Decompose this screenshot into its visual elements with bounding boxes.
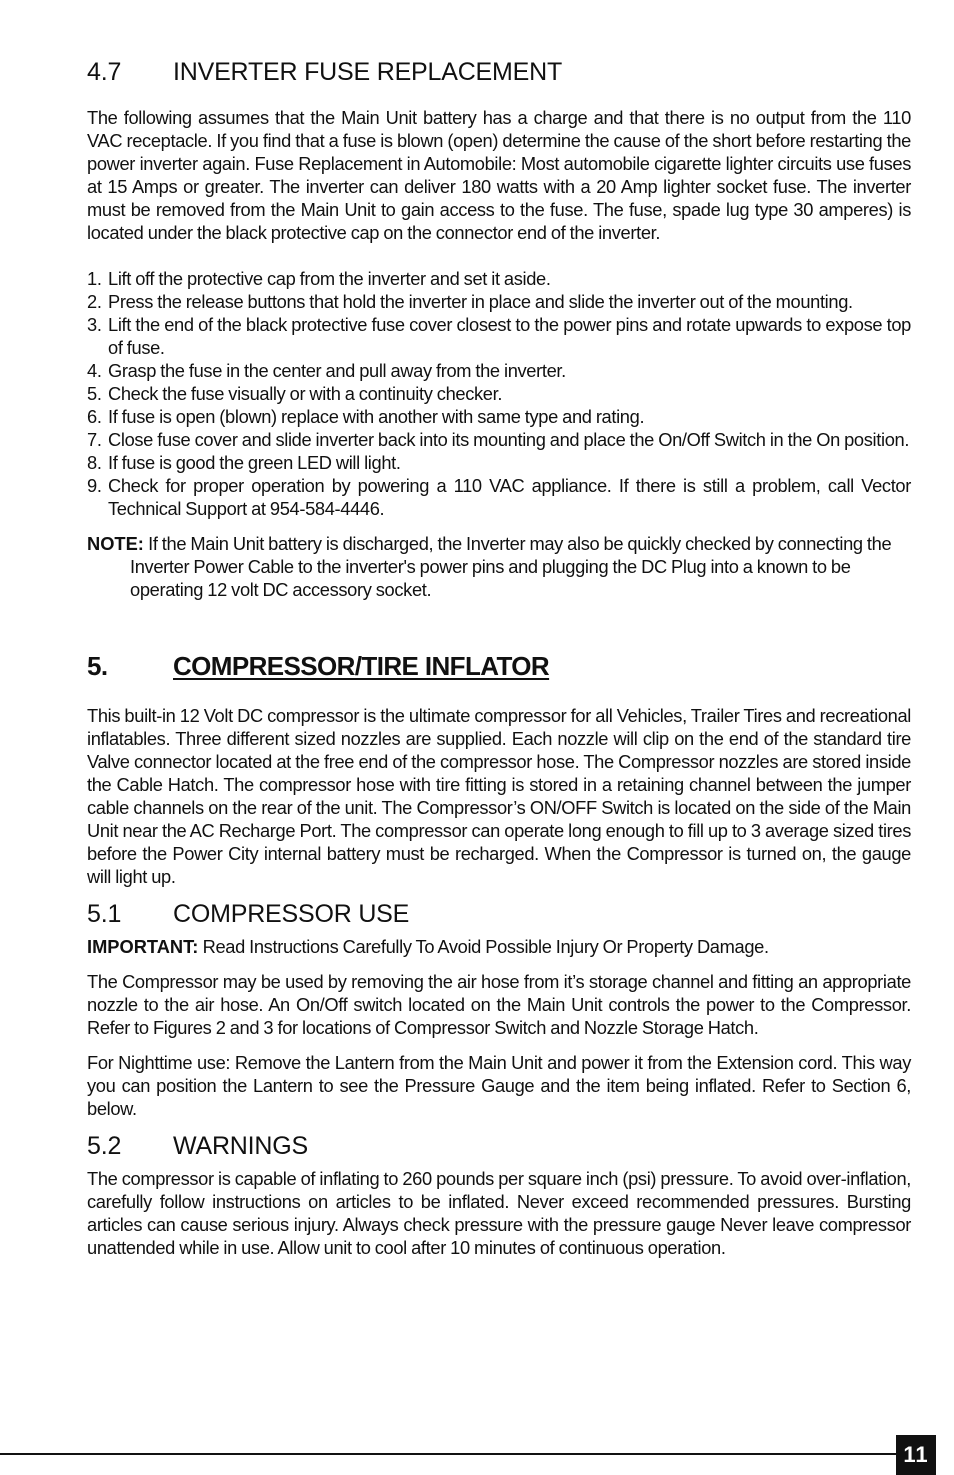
note-text: If the Main Unit battery is discharged, the Inverter may also be quickly checked by connecting the Inverter Power Cable to the inverter's power pins and plugging the DC Plug into a known to be operating 12 volt DC accessory socket. (130, 533, 892, 600)
fuse-replacement-steps (87, 267, 911, 520)
list-item: 4. Grasp the fuse in the center and pull away from the inverter. (87, 360, 566, 381)
section-number: 5.2 (87, 1132, 122, 1160)
list-item: 5. Check the fuse visually or with a continuity checker. (87, 383, 503, 404)
page-number: 11 (896, 1435, 936, 1475)
section-title: WARNINGS (173, 1132, 308, 1160)
footer-rule (0, 1453, 896, 1455)
compressor-intro-paragraph: This built-in 12 Volt DC compressor is the ultimate compressor for all Vehicles, Trailer Tires and recreational inflatables. Three different sized nozzles are supplied. Each nozzle will clip on the end of the standard tire Valve connector located at the free end of the compressor hose. The Compressor nozzles are stored inside the Cable Hatch. The compressor hose with tire fitting is stored in a retaining channel between the jumper cable channels on the rear of the unit. The Compressor’s ON/OFF Switch is located on the side of the Main Unit near the AC Recharge Port. The compressor can operate long enough to fill up to 3 average sized tires before the Power City internal battery must be recharged. When the Compressor is turned on, the gauge will light up. (87, 705, 911, 887)
section-number: 4.7 (87, 58, 122, 86)
note-label: NOTE: (87, 533, 144, 554)
list-item: 9. Check for proper operation by powering a 110 VAC appliance. If there is still a problem, call Vector Technical Support at 954-584-4446. (87, 475, 911, 519)
list-item: 1. Lift off the protective cap from the inverter and set it aside. (87, 268, 551, 289)
section-5-1-heading (87, 900, 911, 929)
warnings-paragraph: The compressor is capable of inflating to 260 pounds per square inch (psi) pressure. To avoid over-inflation, carefully follow instructions on articles to be inflated. Never exceed recommended pressures. Bursting articles can cause serious injury. Always check pressure with the pressure gauge Never leave compressor unattended while in use. Allow unit to cool after 10 minutes of continuous operation. (87, 1168, 911, 1258)
section-title: INVERTER FUSE REPLACEMENT (173, 58, 563, 86)
section-title: COMPRESSOR/TIRE INFLATOR (173, 651, 550, 681)
important-label: IMPORTANT: (87, 936, 199, 957)
section-5-heading (87, 651, 911, 682)
inverter-intro-paragraph: The following assumes that the Main Unit battery has a charge and that there is no output from the 110 VAC receptacle. If you find that a fuse is blown (open) determine the cause of the short before restarting the power inverter again. Fuse Replacement in Automobile: Most automobile cigarette lighter circuits use fuses at 15 Amps or greater. The inverter can deliver 180 watts with a 20 Amp lighter socket fuse. The inverter must be removed from the Main Unit to gain access to the fuse. The fuse, spade lug type 30 amperes) is located under the black protective cap on the connector end of the inverter. (87, 107, 911, 243)
section-5-2-heading (87, 1132, 911, 1161)
compressor-use-paragraph: The Compressor may be used by removing the air hose from it’s storage channel and fitting an appropriate nozzle to the air hose. An On/Off switch located on the Main Unit controls the power to the Compressor. Refer to Figures 2 and 3 for locations of Compressor Switch and Nozzle Storage Hatch. (87, 971, 911, 1038)
important-text: Read Instructions Carefully To Avoid Possible Injury Or Property Damage. (198, 936, 769, 957)
list-item: 8. If fuse is good the green LED will light. (87, 452, 401, 473)
nighttime-use-paragraph: For Nighttime use: Remove the Lantern from the Main Unit and power it from the Extension cord. This way you can position the Lantern to see the Pressure Gauge and the item being inflated. Refer to Section 6, below. (87, 1052, 911, 1119)
list-item: 7. Close fuse cover and slide inverter back into its mounting and place the On/Off Switch in the On position. (87, 429, 910, 450)
list-item: 2. Press the release buttons that hold the inverter in place and slide the inverter out of the mounting. (87, 291, 853, 312)
inverter-note (87, 532, 911, 601)
list-item: 3. Lift the end of the black protective fuse cover closest to the power pins and rotate upwards to expose top of fuse. (87, 314, 911, 358)
section-number: 5. (87, 651, 108, 681)
page-content (87, 58, 911, 1259)
important-notice (87, 935, 911, 958)
section-4-7-heading (87, 58, 911, 87)
section-number: 5.1 (87, 900, 122, 928)
list-item: 6. If fuse is open (blown) replace with another with same type and rating. (87, 406, 645, 427)
section-title: COMPRESSOR USE (173, 900, 410, 928)
